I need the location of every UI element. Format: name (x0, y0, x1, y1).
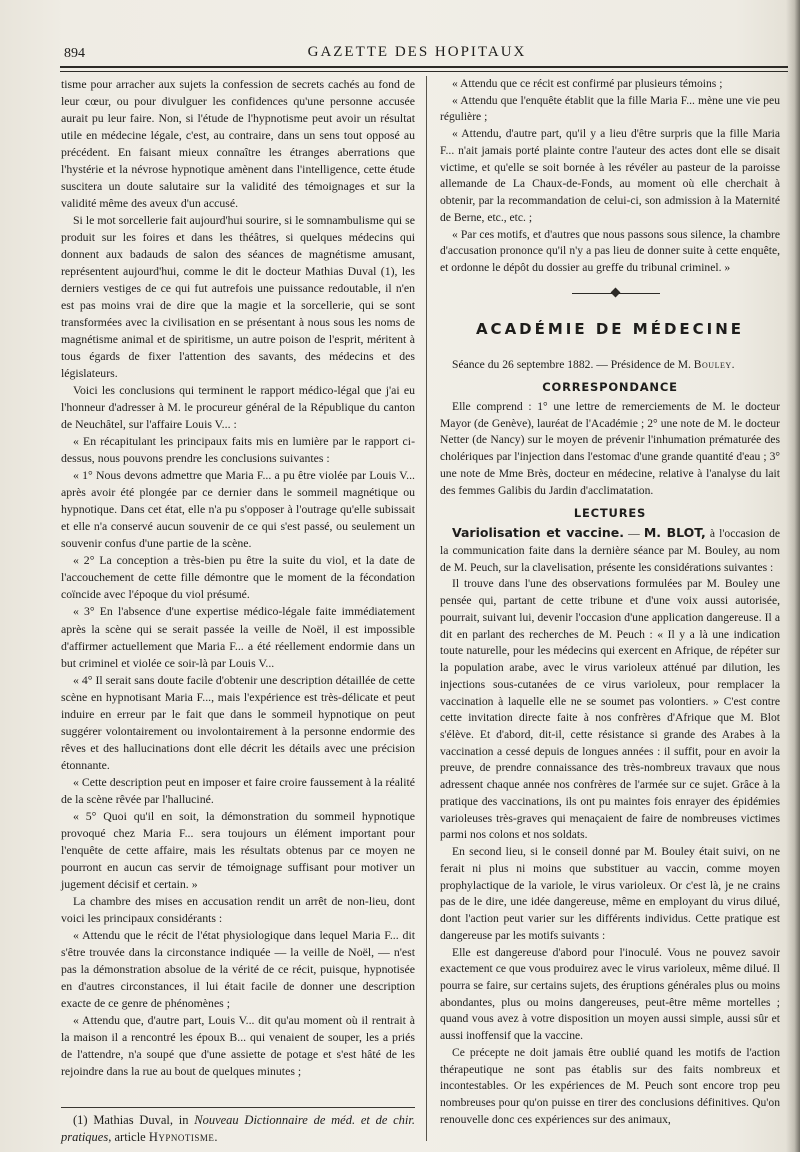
footnote-article: Hypnotisme. (148, 1129, 218, 1144)
paragraph: « Attendu que, d'autre part, Louis V... dit qu'au moment où il rentrait à la maison il a rencontré les époux B... qui venaient de souper, les a priés de l'attendre, n'a soupé que d'une assiette de potage et s'est hâté de les rejoindre dans la rue au bout de quelques minutes ; (61, 1012, 415, 1078)
left-column (61, 76, 415, 1146)
paragraph: « 5° Quoi qu'il en soit, la démonstration du sommeil hypnotique provoqué chez Maria F... sera toujours un élément important pour l'enquête de cette affaire, mais les résultats obtenus par ce moyen ne pourront en aucun cas servir de témoignage suffisant pour motiver un jugement décisif et certain. » (61, 808, 415, 891)
section-separator-ornament (440, 286, 780, 302)
column-divider (426, 76, 427, 1141)
footnote-rule (61, 1107, 415, 1108)
paragraph: « Attendu que ce récit est confirmé par plusieurs témoins ; (452, 77, 723, 90)
journal-title: GAZETTE DES HOPITAUX (307, 44, 527, 60)
lecture-author: M. BLOT, (643, 525, 706, 541)
paragraph: « Attendu que l'enquête établit que la fille Maria F... mène une vie peu régulière ; (440, 93, 780, 124)
header-rule-thick (60, 66, 788, 68)
lecture-intro (440, 525, 780, 576)
subsection-title-lectures: LECTURES (573, 506, 647, 521)
lecture-first-text: à l'occasion de la communication faite dans la dernière séance par M. Bouley, au nom de M. Peuch, sur la clavelisation, présente les considérations suivantes : (440, 527, 781, 574)
paragraph: « Cette description peut en imposer et faire croire faussement à la réalité de la scène rêvée par l'halluciné. (61, 774, 415, 806)
footnote (61, 1112, 415, 1146)
session-line (440, 357, 780, 374)
paragraph: « Attendu que le récit de l'état physiologique dans lequel Maria F... dit s'être trouvée dans la circonstance indiquée — la veille de Noël, — n'est pas la démonstration absolue de la vérité de ce récit, puisque, hypnotisée en d'autres circonstances, il lui était facile de donner une description exacte de ce genre de phénomènes ; (61, 927, 415, 1010)
paragraph: Elle comprend : 1° une lettre de remerciements de M. le docteur Mayor (de Genève), lauréat de l'Académie ; 2° une note de M. le docteur Netter (de Nancy) sur le moyen de prévenir l'inhumation prématurée des cholériques par l'injection dans l'estomac d'une grande quantité d'eau ; 3° une note de Mme Brès, docteur en médecine, relative à l'analyse du lait des femmes Galibis du Jardin d'acclimatation. (440, 400, 780, 497)
paragraph: Si le mot sorcellerie fait aujourd'hui sourire, si le somnambulisme qui se produit sur les foires et dans les théâtres, si quelques médecins qui donnent aux badauds de salon des séances de magnétisme amusant, représentent aujourd'hui, comme le dit le docteur Mathias Duval (1), les derniers vestiges de ce qui fut autrefois une puissance redoutable, il n'en est pas moins vrai de dire que la magie et la sorcellerie, qui se sont transformées avec la civilisation en se présentant à nous sous les noms de magnétisme animal et de spiritisme, un autre poison de l'esprit, méritent à tous égards de fixer l'attention des savants, des médecins et des législateurs. (61, 213, 415, 381)
paragraph: La chambre des mises en accusation rendit un arrêt de non-lieu, dont voici les principaux considérants : (61, 893, 415, 925)
paragraph: Voici les conclusions qui terminent le rapport médico-légal que j'ai eu l'honneur d'adresser à M. le procureur général de la République du canton de Neuchâtel, sur l'affaire Louis V... : (61, 383, 415, 432)
lecture-dash: — (624, 527, 644, 541)
paragraph: « 2° La conception a très-bien pu être la suite du viol, et la date de l'accouchement de cette fille démontre que le moment de la fécondation coïncide avec l'époque du viol présumé. (61, 553, 415, 602)
paragraph: Il trouve dans l'une des observations formulées par M. Bouley une pensée qui, partant de cette tribune et d'une voix aussi autorisée, pourrait, suivant lui, devenir l'occasion d'une application dangereuse. Il a dit en parlant des recherches de M. Peuch : « Il y a là une indication toute naturelle, pour les médecins qui exercent en Afrique, de répéter sur la population arabe, avec le virus varioleux atténué par dilution, les injections sous-cutanées de ce virus varioleux, pour remplacer la vaccination à laquelle elle ne se soumet pas volontiers. » C'est contre cette invitation directe faite à nos confrères d'Afrique que M. Blot s'élève. Et d'abord, dit-il, cette résistance si grande des Arabes à la vaccination a cessé depuis de longues années : il suffit, pour en avoir la preuve, de prendre connaissance des très-nombreux travaux que nous adressent chaque année nos confrères de l'armée sur ce sujet. Grâce à la pratique des vaccinations, ils ont pu maintes fois enrayer des épidémies varioleuses très-graves qui menaçaient de faire de nombreuses victimes parmi nos colons et nos soldats. (440, 577, 780, 842)
lecture-heading: Variolisation et vaccine. (452, 525, 625, 541)
paragraph: tisme pour arracher aux sujets la confession de secrets cachés au fond de leur cœur, ou pour divulguer les confidences qu'une personne accusée aurait pu leur faire. Non, si l'étude de l'hypnotisme peut avoir un résultat utile en médecine légale, c'est, au contraire, dans un sens tout opposé au précédent. En faisant mieux connaître les étranges aberrations que l'hystérie et la névrose hypnotique amènent dans l'intelligence, cette étude suscitera un doute salutaire sur la validité des témoignages et sur la validité même des aveux d'un accusé. (61, 77, 415, 211)
session-president: Bouley. (693, 357, 736, 371)
paragraph: Ce précepte ne doit jamais être oublié quand les motifs de l'action thérapeutique ne sont pas établis sur des faits nombreux et incontestables. Or les expériences de M. Peuch sont encore trop peu nombreuses pour qu'on puisse en tirer des conclusions définitives. Qu'on renouvelle donc ces expériences sur des animaux, (440, 1045, 780, 1126)
paragraph: « 1° Nous devons admettre que Maria F... a pu être violée par Louis V... après avoir été plongée par ce dernier dans le sommeil magnétique ou hypnotique. Dans cet état, elle n'a pu s'opposer à l'outrage qu'elle subissait et elle n'a conservé aucun souvenir de ce qui s'est passé, ou seulement un souvenir confus d'une partie de la scène. (61, 468, 415, 551)
paragraph: « 4° Il serait sans doute facile d'obtenir une description détaillée de cette scène en hypnotisant Maria F..., mais l'expérience est très-délicate et peut induire en erreur par le fait que dans le sommeil hypnotique on peut suggérer volontairement ou involontairement à la personne endormie des rêves et des hallucinations dont elle décrit les détails avec une précision étonnante. (61, 672, 415, 772)
session-prefix: Séance du 26 septembre 1882. — Présidence de M. (452, 357, 694, 371)
subsection-title-correspondance: CORRESPONDANCE (542, 380, 678, 395)
footnote-after: , article (108, 1129, 149, 1144)
header-rule-thin (60, 71, 788, 72)
paragraph: « En récapitulant les principaux faits mis en lumière par le rapport ci-dessus, nous pouvons prendre les conclusions suivantes : (61, 434, 415, 466)
page-edge-shadow (786, 0, 800, 1152)
paragraph: « Par ces motifs, et d'autres que nous passons sous silence, la chambre d'accusation prononce qu'il n'y a pas lieu de donner suite à cette enquête, et ordonne le dépôt du dossier au greffe du tribunal criminel. » (440, 227, 780, 275)
paragraph: En second lieu, si le conseil donné par M. Bouley était suivi, on ne ferait ni plus ni moins que substituer au vaccin, comme moyen prophylactique de la variole, le virus varioleux. Or c'est là, je ne crains pas de le dire, une idée dangereuse, même en employant du virus dilué, dont l'action peut varier sur les différents individus. Cette pratique est dangereuse par les motifs suivants : (440, 845, 780, 942)
right-column (440, 76, 780, 1129)
section-title: ACADÉMIE DE MÉDECINE (475, 319, 745, 338)
paragraph: « Attendu, d'autre part, qu'il y a lieu d'être surpris que la fille Maria F... n'ait jamais porté plainte contre l'auteur des actes dont elle se disait victime, et qu'elle se soit bornée à les révéler au pasteur de la paroisse allemande de La Chaux-de-Fonds, au moment où elle cherchait à obtenir, par la recommandation de celui-ci, son admission à la Maternité de Berne, etc., etc. ; (440, 127, 780, 224)
page-number: 894 (64, 46, 85, 61)
diamond-icon (611, 287, 621, 297)
page-header (58, 42, 776, 62)
paragraph: Elle est dangereuse d'abord pour l'inoculé. Vous ne pouvez savoir exactement ce que vous produirez avec le virus varioleux, même dilué. Il pourra se faire, sur certains sujets, des éruptions générales plus ou moins abondantes, plus ou moins dangereuses, peut-être même mortelles ; quand vous avez à votre disposition un moyen aussi simple, aussi sûr et aussi inoffensif que la vaccine. (440, 945, 780, 1043)
paragraph: « 3° En l'absence d'une expertise médico-légale faite immédiatement après la scène qui se serait passée la veille de Noël, il est impossible d'affirmer actuellement que Maria F... a été réellement endormie dans un but criminel et violée ce soir-là par Louis V... (61, 604, 415, 670)
footnote-marker: (1) Mathias Duval, in (73, 1112, 195, 1127)
footnote-work: Nouveau Dictionnaire de méd. et de chir. pratiques (61, 1112, 415, 1144)
